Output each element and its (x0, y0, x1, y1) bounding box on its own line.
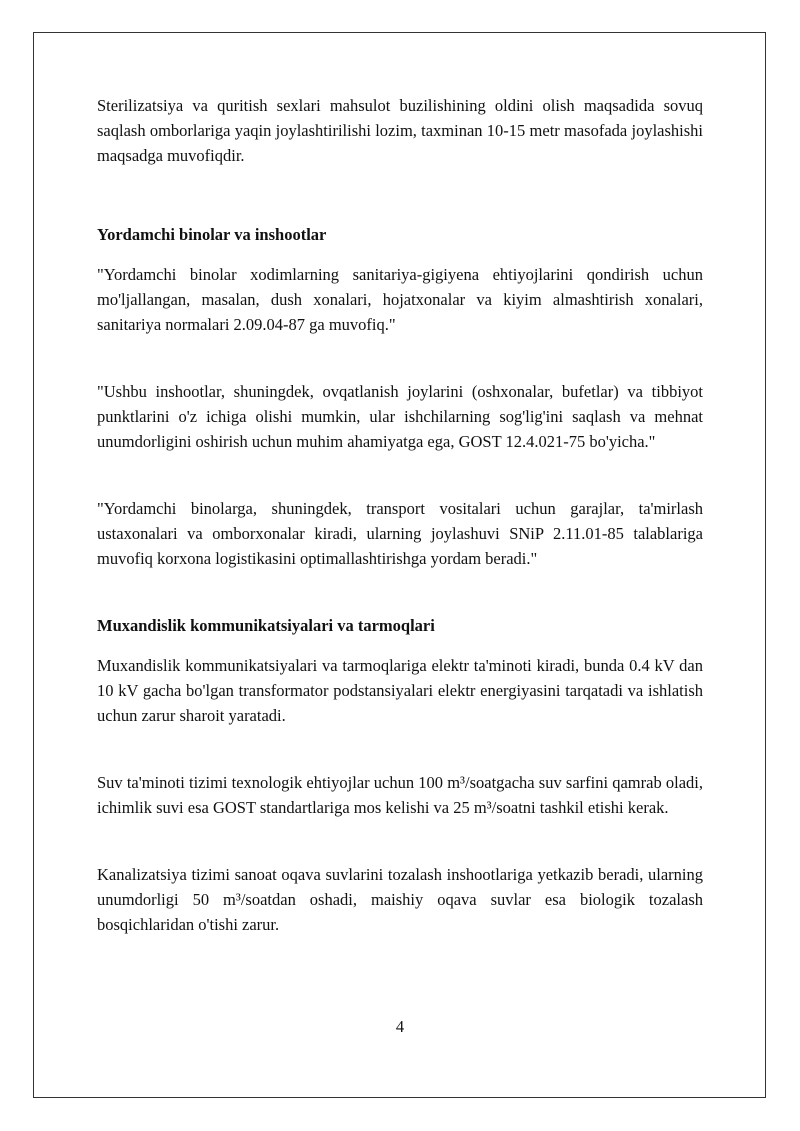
heading-engineering-networks: Muxandislik kommunikatsiyalari va tarmoqlari (97, 616, 435, 635)
paragraph-water-supply: Suv ta'minoti tizimi texnologik ehtiyojlar uchun 100 m³/soatgacha suv sarfini qamrab oladi, ichimlik suvi esa GOST standartlariga mos kelishi va 25 m³/soatni tashkil etishi kerak. (97, 773, 703, 817)
paragraph-sterilization: Sterilizatsiya va quritish sexlari mahsulot buzilishining oldini olish maqsadida sovuq saqlash omborlariga yaqin joylashtirilishi lozim, taxminan 10-15 metr masofada joylashishi maqsadga muvofiqdir. (97, 96, 703, 165)
heading-auxiliary-buildings: Yordamchi binolar va inshootlar (97, 225, 327, 244)
paragraph-auxiliary-facilities: "Ushbu inshootlar, shuningdek, ovqatlanish joylarini (oshxonalar, bufetlar) va tibbiyot punktlarini o'z ichiga olishi mumkin, ular ishchilarning sog'lig'ini saqlash va mehnat unumdorligini oshirish uchun muhim ahamiyatga ega, GOST 12.4.021-75 bo'yicha." (97, 382, 703, 451)
page-number: 4 (395, 1017, 405, 1036)
paragraph-auxiliary-garages: "Yordamchi binolarga, shuningdek, transport vositalari uchun garajlar, ta'mirlash ustaxonalari va omborxonalar kiradi, ularning joylashuvi SNiP 2.11.01-85 talablariga muvofiq korxona logistikasini optimallashtirishga yordam beradi." (97, 499, 703, 568)
page-content (97, 93, 703, 937)
paragraph-sewerage: Kanalizatsiya tizimi sanoat oqava suvlarini tozalash inshootlariga yetkazib beradi, ularning unumdorligi 50 m³/soatdan oshadi, maishiy oqava suvlar esa biologik tozalash bosqichlaridan o'tishi zarur. (97, 865, 703, 934)
paragraph-electricity: Muxandislik kommunikatsiyalari va tarmoqlariga elektr ta'minoti kiradi, bunda 0.4 kV dan 10 kV gacha bo'lgan transformator podstansiyalari elektr energiyasini tarqatadi va ishlatish uchun zarur sharoit yaratadi. (97, 656, 703, 725)
paragraph-auxiliary-sanitary: "Yordamchi binolar xodimlarning sanitariya-gigiyena ehtiyojlarini qondirish uchun mo'ljallangan, masalan, dush xonalari, hojatxonalar va kiyim almashtirish xonalari, sanitariya normalari 2.09.04-87 ga muvofiq." (97, 265, 703, 334)
